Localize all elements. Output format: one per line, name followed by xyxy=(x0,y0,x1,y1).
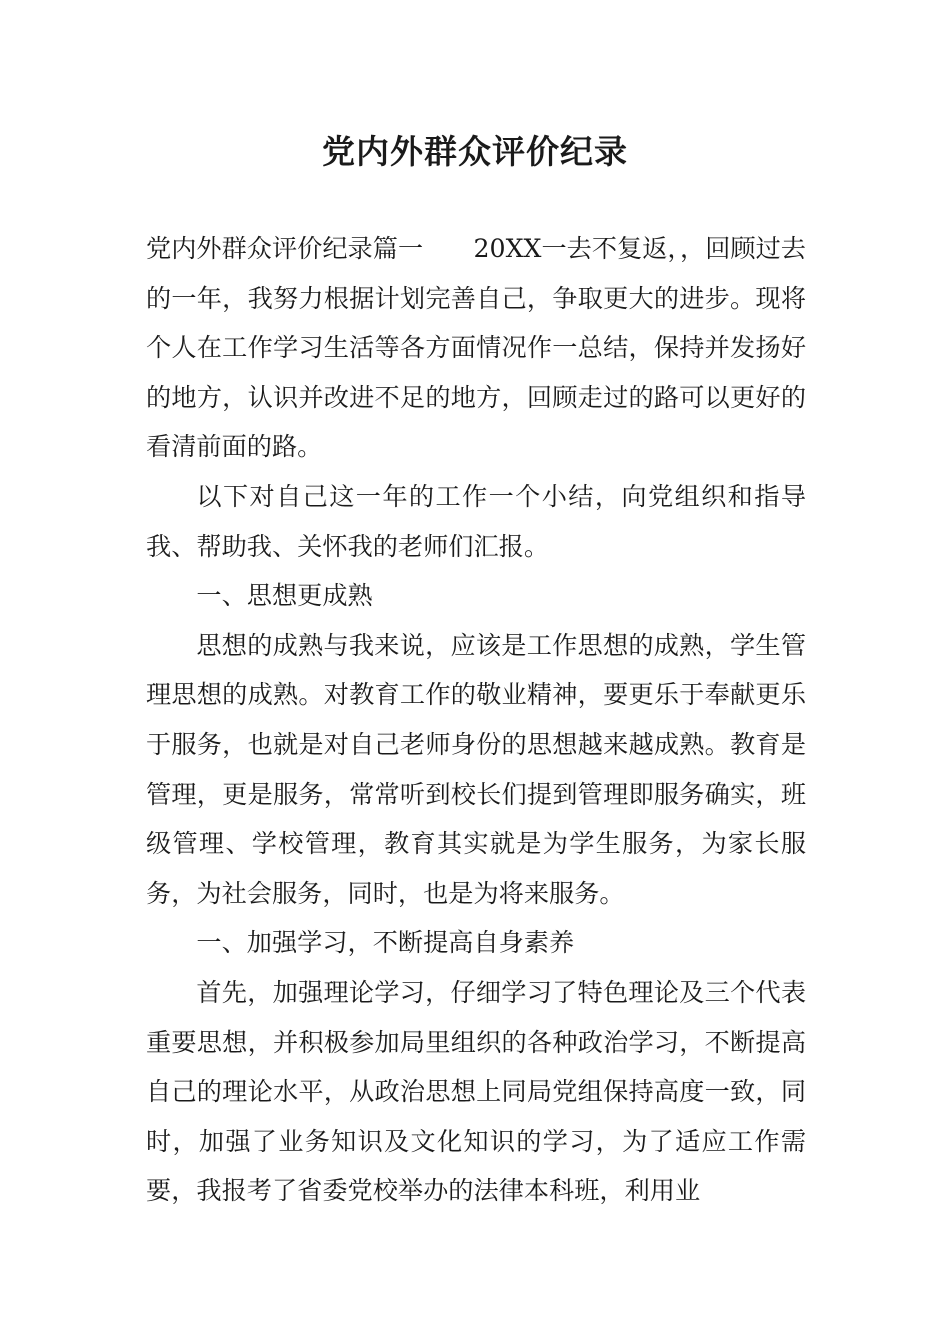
paragraph-summary: 以下对自己这一年的工作一个小结，向党组织和指导我、帮助我、关怀我的老师们汇报。 xyxy=(146,481,806,561)
document-body xyxy=(146,224,806,1216)
paragraph-intro: 党内外群众评价纪录篇一 20XX一去不复返，，回顾过去的一年，我努力根据计划完善自己，争取更大的进步。现将个人在工作学习生活等各方面情况作一总结，保持并发扬好的地方，认识并改进不足的地方，回顾走过的路可以更好的看清前面的路。 xyxy=(146,234,806,462)
paragraph-thought: 思想的成熟与我来说，应该是工作思想的成熟，学生管理思想的成熟。对教育工作的敬业精神，要更乐于奉献更乐于服务，也就是对自己老师身份的思想越来越成熟。教育是管理，更是服务，常常听到校长们提到管理即服务确实，班级管理、学校管理，教育其实就是为学生服务，为家长服务，为社会服务，同时，也是为将来服务。 xyxy=(146,630,806,908)
section-heading-study: 一、加强学习，不断提高自身素养 xyxy=(196,928,575,958)
document-title: 党内外群众评价纪录 xyxy=(322,132,628,171)
section-heading-thought: 一、思想更成熟 xyxy=(196,581,373,611)
paragraph-study: 首先，加强理论学习，仔细学习了特色理论及三个代表重要思想，并积极参加局里组织的各种政治学习，不断提高自己的理论水平，从政治思想上同局党组保持高度一致，同时，加强了业务知识及文化知识的学习，为了适应工作需要，我报考了省委党校举办的法律本科班，利用业 xyxy=(146,977,806,1206)
